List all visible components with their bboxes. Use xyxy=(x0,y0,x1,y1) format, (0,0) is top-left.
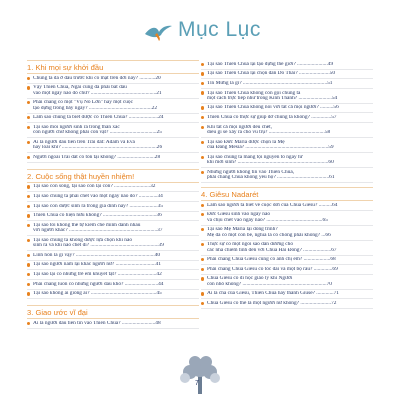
toc-entry[interactable] xyxy=(201,123,373,138)
toc-entry[interactable] xyxy=(201,89,373,104)
toc-chapter xyxy=(27,60,199,163)
toc-entry[interactable] xyxy=(27,212,199,222)
toc-entry-text: sinh ra và khi nào chết đi? ...................................................39 xyxy=(33,243,164,249)
toc-entry-text: Tại sao con sống, tại sao con lại con? ...........................32 xyxy=(33,184,156,190)
toc-entry[interactable] xyxy=(201,265,373,275)
toc-entry-text: Phải chăng Chúa Giêsu cũng có anh chị em? ....................68 xyxy=(207,257,336,263)
bullet-icon xyxy=(201,243,204,246)
bullet-icon xyxy=(201,63,204,66)
toc-entry[interactable] xyxy=(201,201,373,211)
toc-entry[interactable] xyxy=(27,192,199,202)
toc-entry-text: các nhà chiêm tinh đến với Chúa Hài Đồng? .....................67 xyxy=(207,247,337,253)
tree-ornament-icon xyxy=(168,352,232,396)
bullet-icon xyxy=(27,254,30,257)
toc-entry[interactable] xyxy=(201,70,373,80)
toc-entry-text: Thiên Chúa có thực sự giúp đỡ chúng ta không? ...............57 xyxy=(207,115,337,121)
toc-entry-text: Tại sao Thiên Chúa không còn gọi chúng ta xyxy=(207,90,301,96)
bullet-icon xyxy=(27,116,30,119)
toc-entry[interactable] xyxy=(201,104,373,114)
toc-entry-text: Phải chăng luôn có những người đau khổ? .........................44 xyxy=(33,281,164,287)
toc-right-column xyxy=(201,60,373,311)
toc-entry[interactable] xyxy=(201,211,373,226)
bullet-icon xyxy=(201,213,204,216)
toc-entry-text: Làm sao chúng ta biết được có Thiên Chúa? ......................24 xyxy=(33,115,164,121)
toc-entry[interactable] xyxy=(27,153,199,163)
toc-entry[interactable] xyxy=(201,275,373,290)
toc-entry[interactable] xyxy=(27,114,199,124)
toc-entry[interactable] xyxy=(201,138,373,153)
toc-entry-text: con người chứ không phải con vật? ...................................25 xyxy=(33,130,162,136)
toc-entry-text: Tại sao người nam lại khác người nữ? ..............................41 xyxy=(33,262,162,268)
toc-entry-text: và chịu chết vào ngày nào? ..........................................65 xyxy=(207,217,328,223)
toc-entry-text: Thiên Chúa có hiện hữu không? ........................................36 xyxy=(33,213,162,219)
toc-entry-text: còn nhỏ không? ...............................................................70 xyxy=(207,281,332,287)
toc-entry[interactable] xyxy=(201,113,373,123)
toc-entry[interactable] xyxy=(201,290,373,300)
dove-icon xyxy=(143,22,173,42)
chapter-heading[interactable]: 2. Cuộc sống thật huyền nhiệm! xyxy=(27,170,199,183)
bullet-icon xyxy=(27,141,30,144)
toc-entry[interactable] xyxy=(201,168,373,183)
toc-entry-text: Tại sao Thiên Chúa không nói với tất cả mọi người? ..........56 xyxy=(207,105,339,111)
toc-entry-text: Ai là người đầu tiên tin vào Thiên Chúa? .........................48 xyxy=(33,320,161,326)
toc-entry-text: vào một ngày nào đó chứ? .................................................21 xyxy=(33,90,162,96)
toc-chapter xyxy=(201,187,373,309)
toc-entry[interactable] xyxy=(201,299,373,309)
bullet-icon xyxy=(27,205,30,208)
toc-entry-text: phải chăng Chúa không yêu họ? .......................................61 xyxy=(207,174,335,180)
bullet-icon xyxy=(201,106,204,109)
toc-entry[interactable] xyxy=(27,123,199,138)
bullet-icon xyxy=(201,277,204,280)
toc-entry-text: Thực sự có một ngôi sao dẫn đường cho xyxy=(207,242,294,248)
page-header xyxy=(0,18,400,48)
bullet-icon xyxy=(27,214,30,217)
toc-entry-text: Tin Mừng là gì? ...............................................................51 xyxy=(207,80,333,86)
toc-entry-text: Tại sao chúng ta mang tội nguyên tổ ngay từ xyxy=(207,154,303,160)
toc-entry[interactable] xyxy=(27,221,199,236)
bullet-icon xyxy=(27,263,30,266)
toc-entry-text: Vậy Thiên Chúa, Ngài cũng đã phải bắt đầu xyxy=(33,85,127,91)
bullet-icon xyxy=(201,156,204,159)
toc-entry-text: Tại sao Mẹ Maria lại đồng trinh? xyxy=(207,227,278,233)
toc-entry-text: Chúa Giêsu có thể là một người nữ không? .......................72 xyxy=(207,300,337,306)
toc-entry[interactable] xyxy=(27,280,199,290)
bullet-icon xyxy=(201,258,204,261)
toc-entry[interactable] xyxy=(27,290,199,300)
toc-entry-text: của Đấng Mêsia? ..............................................................59 xyxy=(207,145,334,151)
bullet-icon xyxy=(27,156,30,159)
toc-entry-text: Linh hồn là gì vậy? ...........................................................40 xyxy=(33,252,161,258)
bullet-icon xyxy=(201,204,204,207)
bullet-icon xyxy=(201,82,204,85)
bullet-icon xyxy=(27,283,30,286)
toc-entry-text: Tại sao Thiên Chúa lại chọn dân Do Thái? .......................50 xyxy=(207,71,336,77)
toc-entry[interactable] xyxy=(27,202,199,212)
chapter-heading[interactable]: 4. Giêsu Nadarét xyxy=(201,188,373,201)
bullet-icon xyxy=(201,116,204,119)
toc-entry-text: Ai là cha của Giêsu, Thiên Chúa hay thánh Giuse? .............71 xyxy=(207,291,339,297)
toc-entry[interactable] xyxy=(201,153,373,168)
toc-entry-text: với người khác? ..................................................................37 xyxy=(33,228,163,234)
page-title: Mục Lục xyxy=(178,18,261,41)
toc-entry-text: Tại sao lại có những trẻ em khuyết tật? .............................42 xyxy=(33,272,162,278)
bullet-icon xyxy=(201,72,204,75)
toc-entry[interactable] xyxy=(27,183,199,193)
toc-entry-text: khi mới sinh? ....................................................................60 xyxy=(207,160,334,166)
bullet-icon xyxy=(27,77,30,80)
toc-left-column xyxy=(27,60,199,331)
toc-entry-text: Tại sao chúng ta phải chết vào một ngày nào đó? ..............34 xyxy=(33,194,163,200)
bullet-icon xyxy=(27,239,30,242)
toc-entry[interactable] xyxy=(201,60,373,70)
toc-entry-text: Phải chăng Chúa Giêsu có tóc dài và một bộ râu? ..............69 xyxy=(207,266,338,272)
bullet-icon xyxy=(201,228,204,231)
bullet-icon xyxy=(201,292,204,295)
bullet-icon xyxy=(27,322,30,325)
toc-entry[interactable] xyxy=(27,270,199,280)
bullet-icon xyxy=(201,126,204,129)
toc-entry-text: Tại sao Đức Maria được chọn là Mẹ xyxy=(207,139,285,145)
toc-entry-text: điều gì sẽ xảy ra cho vũ trụ? ..........................................58 xyxy=(207,130,331,136)
toc-entry[interactable] xyxy=(27,261,199,271)
toc-entry-text: Chúng ta đã ở đâu trước khi có mặt trên đời này? ............20 xyxy=(33,75,161,81)
toc-entry[interactable] xyxy=(27,319,199,329)
toc-entry[interactable] xyxy=(201,226,373,241)
toc-entry-text: Làm sao người ta biết về cuộc đời của Chúa Giêsu? ..........64 xyxy=(207,202,338,208)
toc-entry-text: Tại sao không ai giống ai? .................................................45 xyxy=(33,291,162,297)
bullet-icon xyxy=(201,268,204,271)
toc-entry[interactable] xyxy=(27,236,199,251)
toc-entry[interactable] xyxy=(27,251,199,261)
toc-entry-text: Ai là người đầu tiên trên Trái đất: Adam và Eva xyxy=(33,139,135,145)
bullet-icon xyxy=(27,101,30,104)
bullet-icon xyxy=(27,126,30,129)
bullet-icon xyxy=(27,224,30,227)
toc-entry-text: Tại sao chúng ta không được lựa chọn khi nào xyxy=(33,237,132,243)
toc-entry-text: Mẹ đã có một con bé, nghĩa là có chồng phải không? ...66 xyxy=(207,232,331,238)
bullet-icon xyxy=(201,91,204,94)
toc-entry-text: Phải chăng có một "Vụ Nổ Lớn" hay một cuộc xyxy=(33,100,133,106)
bullet-icon xyxy=(27,185,30,188)
bullet-icon xyxy=(27,86,30,89)
bullet-icon xyxy=(201,171,204,174)
toc-entry-text: Tại sao con được sinh ra trong gia đình này? .....................35 xyxy=(33,203,163,209)
toc-entry-text: hay loài khỉ? .......................................................................26 xyxy=(33,145,163,151)
bullet-icon xyxy=(27,195,30,198)
bullet-icon xyxy=(27,292,30,295)
bullet-icon xyxy=(27,273,30,276)
page-number: 7 xyxy=(195,380,199,387)
toc-entry[interactable] xyxy=(27,99,199,114)
toc-entry[interactable] xyxy=(201,256,373,266)
toc-entry[interactable] xyxy=(27,138,199,153)
toc-entry-text: Khi tất cả mọi người đều chết, xyxy=(207,124,272,130)
toc-entry[interactable] xyxy=(27,74,199,84)
toc-entry-text: Tại sao mỗi người sinh ra trong thân xác xyxy=(33,124,120,130)
toc-entry-text: tạo dựng trong bảy ngày? ...............................................22 xyxy=(33,105,158,111)
toc-entry-text: Đức Giêsu sinh vào ngày nào xyxy=(207,212,271,218)
toc-entry-text: Chúa Giêsu có đi học giáo lý khi Người xyxy=(207,276,293,282)
toc-entry-text: một cách trực tiếp như trong Kinh Thánh? .........................54 xyxy=(207,95,338,101)
toc-entry-text: Người ngoài Trái đất có tồn tại không? ............................28 xyxy=(33,154,161,160)
chapter-heading[interactable]: 3. Giao ước vĩ đại xyxy=(27,306,199,319)
bullet-icon xyxy=(201,141,204,144)
toc-chapter xyxy=(27,305,199,329)
toc-entry-text: Tại sao tôi không thể tự kiểm chế mình đánh nhau xyxy=(33,222,141,228)
toc-entry[interactable] xyxy=(201,79,373,89)
toc-entry-text: Tại sao Thiên Chúa lại tạo dựng thế giới? .......................49 xyxy=(207,61,334,67)
toc-entry[interactable] xyxy=(201,241,373,256)
bullet-icon xyxy=(201,302,204,305)
toc-entry-text: Những người không tin vào Thiên Chúa, xyxy=(207,169,295,175)
chapter-heading[interactable]: 1. Khi mọi sự khởi đầu xyxy=(27,61,199,74)
toc-chapter xyxy=(27,169,199,300)
toc-entry[interactable] xyxy=(27,84,199,99)
